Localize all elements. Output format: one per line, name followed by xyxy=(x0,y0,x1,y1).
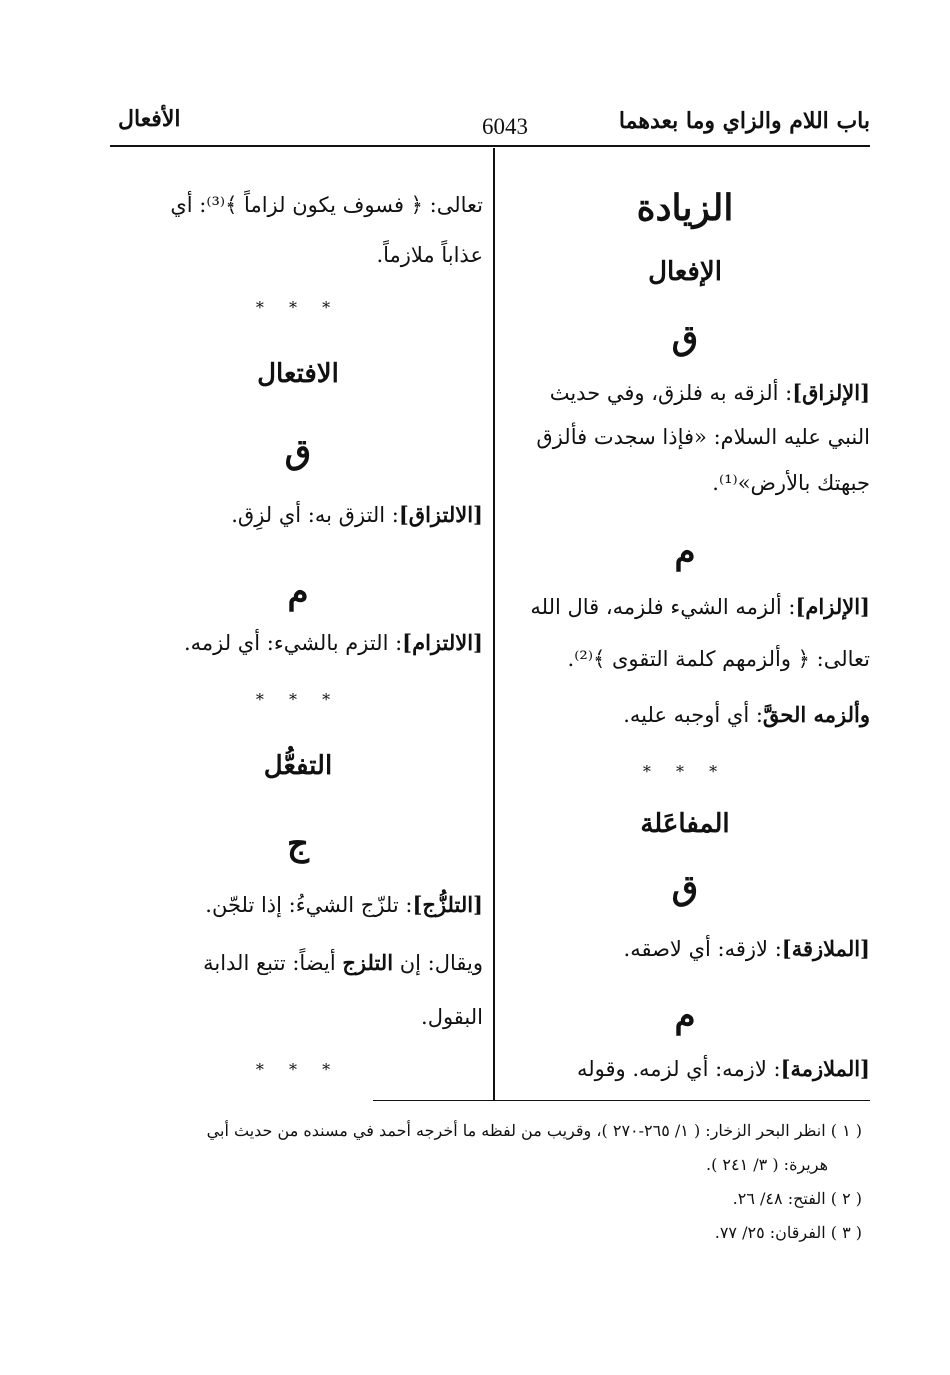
ilzam-term: [الإلزام] xyxy=(795,594,870,619)
ilzam-haqq-term: وألزمه الحقَّ xyxy=(762,702,870,727)
footnote-rule xyxy=(373,1100,870,1101)
lizam-line2: عذاباً ملازماً. xyxy=(376,243,483,267)
section-separator: * * * xyxy=(255,298,341,317)
yuqal-rest: أيضاً: تتبع الدابة xyxy=(203,951,343,975)
iltizam-term: [الالتزام] xyxy=(402,630,483,655)
heading-ifaal: الإفعال xyxy=(648,257,722,287)
ilzaq-line2: النبي عليه السلام: «فإذا سجدت فألزق xyxy=(536,425,870,449)
header-rule xyxy=(110,145,870,147)
mulazama-text: : لازمه: أي لزمه. وقوله xyxy=(576,1057,781,1081)
heading-tafaul: التفعُّل xyxy=(263,751,333,781)
yuqal-line2: البقول. xyxy=(421,1005,483,1029)
ilzaq-term: [الإلزاق] xyxy=(792,380,870,405)
page-number: 6043 xyxy=(482,114,528,139)
ilzam-line1 xyxy=(500,592,870,622)
talazzuj-term: [التلزُّج] xyxy=(412,892,483,917)
heading-ziyada: الزيادة xyxy=(636,187,734,229)
mulazama-line xyxy=(500,1054,870,1084)
section-separator: * * * xyxy=(255,1060,341,1079)
column-divider xyxy=(493,148,495,1100)
iltizam-text: : التزم بالشيء: أي لزمه. xyxy=(183,631,403,655)
mulazaqa-text: : لازقه: أي لاصقه. xyxy=(623,937,782,961)
ilzaq-line3: جبهتك بالأرض»⁽¹⁾. xyxy=(712,471,870,495)
letter-mim-2: م xyxy=(674,996,696,1036)
letter-qaf-2: ق xyxy=(671,868,699,908)
iltizaq-text: : التزق به: أي لزِق. xyxy=(231,503,399,527)
letter-qaf: ق xyxy=(671,318,699,358)
yuqal-term: التلزج xyxy=(342,950,394,975)
footnote-1-line1: ( ١ ) انظر البحر الزخار: ( ١/ ٢٦٥-٢٧٠ )، وقريب من لفظه ما أخرجه أحمد في مسنده من حديث أبي xyxy=(206,1121,862,1140)
letter-jim: ج xyxy=(287,824,309,864)
iltizam-line xyxy=(113,628,483,658)
section-separator: * * * xyxy=(255,690,341,709)
talazzuj-text: : تلزّج الشيءُ: إذا تلجّن. xyxy=(205,893,413,917)
footnote-2: ( ٢ ) الفتح: ٤٨/ ٢٦. xyxy=(732,1189,862,1208)
footnote-1-line2: هريرة: ( ٣/ ٢٤١ ). xyxy=(705,1155,828,1174)
section-separator: * * * xyxy=(642,762,728,781)
iltizaq-line xyxy=(113,500,483,530)
chapter-title: باب اللام والزاي وما بعدهما xyxy=(618,108,870,134)
ilzaq-line1 xyxy=(500,378,870,408)
footnote-3: ( ٣ ) الفرقان: ٢٥/ ٧٧. xyxy=(714,1223,862,1242)
mulazama-term: [الملازمة] xyxy=(780,1056,870,1081)
letter-mim: م xyxy=(287,572,309,612)
ilzaq-text: : ألزقه به فلزق، وفي حديث xyxy=(549,381,793,405)
heading-iftiaal: الافتعال xyxy=(257,359,339,389)
iltizaq-term: [الالتزاق] xyxy=(398,502,483,527)
talazzuj-line xyxy=(113,890,483,920)
section-title: الأفعال xyxy=(118,106,181,132)
ilzam-text: : ألزمه الشيء فلزمه، قال الله xyxy=(530,595,796,619)
letter-qaf: ق xyxy=(284,432,312,472)
mulazaqa-term: [الملازقة] xyxy=(781,936,870,961)
ilzam-line2: تعالى: ﴿ وألزمهم كلمة التقوى ﴾⁽²⁾. xyxy=(567,647,870,671)
lizam-line1: تعالى: ﴿ فسوف يكون لزاماً ﴾⁽³⁾: أي xyxy=(170,193,483,217)
heading-mufaala: المفاعَلة xyxy=(640,809,730,839)
yuqal-line1 xyxy=(113,948,483,978)
ilzam-haqq-text: : أي أوجبه عليه. xyxy=(623,703,763,727)
yuqal-start: ويقال: إن xyxy=(393,951,483,975)
mulazaqa-line xyxy=(500,934,870,964)
ilzam-line3 xyxy=(500,700,870,730)
letter-mim: م xyxy=(674,532,696,572)
